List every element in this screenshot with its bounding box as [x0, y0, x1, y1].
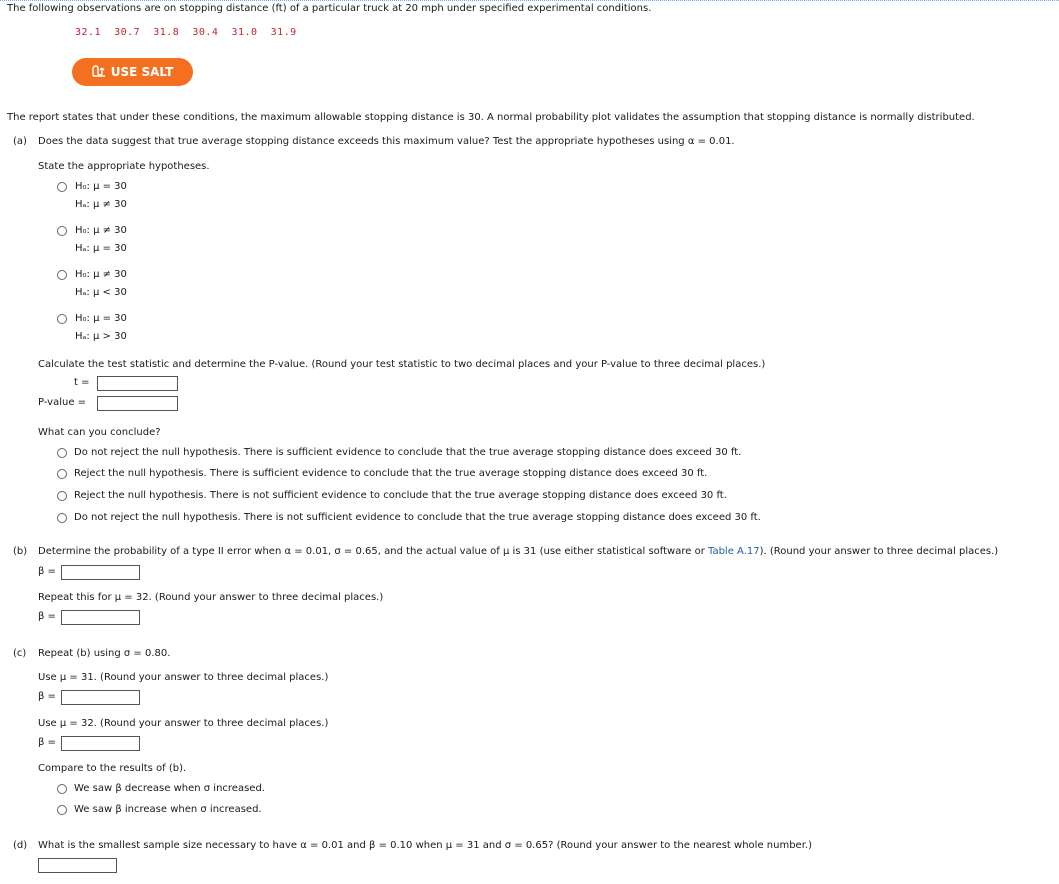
report-text: The report states that under these conditions, the maximum allowable stopping distance is 30. A normal probability plot validates the assumption that stopping distance is normally distributed.: [7, 112, 975, 123]
hypothesis-3-h0: H₀: μ ≠ 30: [75, 269, 127, 280]
part-a-question: Does the data suggest that true average stopping distance exceeds this maximum value? Test the appropriate hypotheses using α = 0.01.: [38, 136, 735, 147]
use-salt-label: USE SALT: [110, 65, 174, 79]
hypothesis-3-ha: Hₐ: μ < 30: [75, 287, 127, 298]
salt-icon: [92, 65, 106, 80]
beta-c-mu32-input[interactable]: [61, 736, 140, 751]
hypothesis-1-h0: H₀: μ = 30: [75, 181, 127, 192]
conclude-prompt: What can you conclude?: [38, 427, 161, 438]
use-salt-button[interactable]: [72, 58, 193, 86]
hypothesis-option-2-radio[interactable]: [57, 226, 67, 236]
conclusion-option-3: Reject the null hypothesis. There is not sufficient evidence to conclude that the true average stopping distance does exceed 30 ft.: [74, 490, 727, 501]
use-mu32-text: Use μ = 32. (Round your answer to three decimal places.): [38, 718, 329, 729]
part-c-question: Repeat (b) using σ = 0.80.: [38, 648, 171, 659]
use-mu31-text: Use μ = 31. (Round your answer to three decimal places.): [38, 672, 329, 683]
conclusion-option-2-radio[interactable]: [57, 469, 67, 479]
compare-option-1-radio[interactable]: [57, 784, 67, 794]
part-b-question: [38, 546, 998, 557]
conclusion-option-4: Do not reject the null hypothesis. There is not sufficient evidence to conclude that the true average stopping distance does exceed 30 ft.: [74, 512, 761, 523]
beta-b-mu31-input[interactable]: [61, 565, 140, 580]
t-statistic-input[interactable]: [97, 376, 178, 391]
p-value-label: P-value =: [38, 397, 87, 408]
hypothesis-option-3-radio[interactable]: [57, 270, 67, 280]
compare-option-2-radio[interactable]: [57, 805, 67, 815]
part-b-question-text: Determine the probability of a type II error when α = 0.01, σ = 0.65, and the actual value of μ is 31 (use either statistical software or: [38, 546, 708, 557]
hypothesis-4-ha: Hₐ: μ > 30: [75, 331, 127, 342]
conclusion-option-4-radio[interactable]: [57, 513, 67, 523]
conclusion-option-1-radio[interactable]: [57, 448, 67, 458]
conclusion-option-2: Reject the null hypothesis. There is sufficient evidence to conclude that the true average stopping distance does exceed 30 ft.: [74, 468, 708, 479]
repeat-mu32-text: Repeat this for μ = 32. (Round your answer to three decimal places.): [38, 592, 384, 603]
hypothesis-1-ha: Hₐ: μ ≠ 30: [75, 199, 127, 210]
sample-size-input[interactable]: [38, 858, 117, 873]
hypothesis-4-h0: H₀: μ = 30: [75, 313, 127, 324]
beta-b2-label: β =: [38, 611, 56, 622]
state-hypotheses-prompt: State the appropriate hypotheses.: [38, 161, 210, 172]
hypothesis-option-1-radio[interactable]: [57, 182, 67, 192]
table-a17-link[interactable]: Table A.17: [707, 546, 760, 557]
p-value-input[interactable]: [97, 396, 178, 411]
beta-c2-label: β =: [38, 737, 56, 748]
part-d-label: (d): [13, 840, 28, 851]
hypothesis-2-h0: H₀: μ ≠ 30: [75, 225, 127, 236]
conclusion-option-3-radio[interactable]: [57, 491, 67, 501]
t-statistic-label: t =: [74, 377, 90, 388]
hypothesis-2-ha: Hₐ: μ = 30: [75, 243, 127, 254]
beta-b1-label: β =: [38, 566, 56, 577]
compare-option-1: We saw β decrease when σ increased.: [74, 783, 265, 794]
conclusion-option-1: Do not reject the null hypothesis. There is sufficient evidence to conclude that the true average stopping distance does exceed 30 ft.: [74, 447, 742, 458]
part-b-label: (b): [13, 546, 28, 557]
compare-prompt: Compare to the results of (b).: [38, 763, 187, 774]
compare-option-2: We saw β increase when σ increased.: [74, 804, 262, 815]
beta-c-mu31-input[interactable]: [61, 690, 140, 705]
hypothesis-option-4-radio[interactable]: [57, 314, 67, 324]
part-d-question: What is the smallest sample size necessary to have α = 0.01 and β = 0.10 when μ = 31 and σ = 0.65? (Round your answer to the nearest whole number.): [38, 840, 812, 851]
part-b-question-suffix: ). (Round your answer to three decimal places.): [759, 546, 999, 557]
beta-b-mu32-input[interactable]: [61, 610, 140, 625]
intro-text: The following observations are on stopping distance (ft) of a particular truck at 20 mph under specified experimental conditions.: [7, 3, 652, 14]
part-c-label: (c): [13, 648, 27, 659]
top-border: [0, 0, 1059, 1]
observations-data: 32.1 30.7 31.8 30.4 31.0 31.9: [75, 27, 297, 38]
beta-c1-label: β =: [38, 691, 56, 702]
part-a-label: (a): [13, 136, 27, 147]
calc-instructions: Calculate the test statistic and determine the P-value. (Round your test statistic to two decimal places and your P-value to three decimal places.): [38, 359, 766, 370]
